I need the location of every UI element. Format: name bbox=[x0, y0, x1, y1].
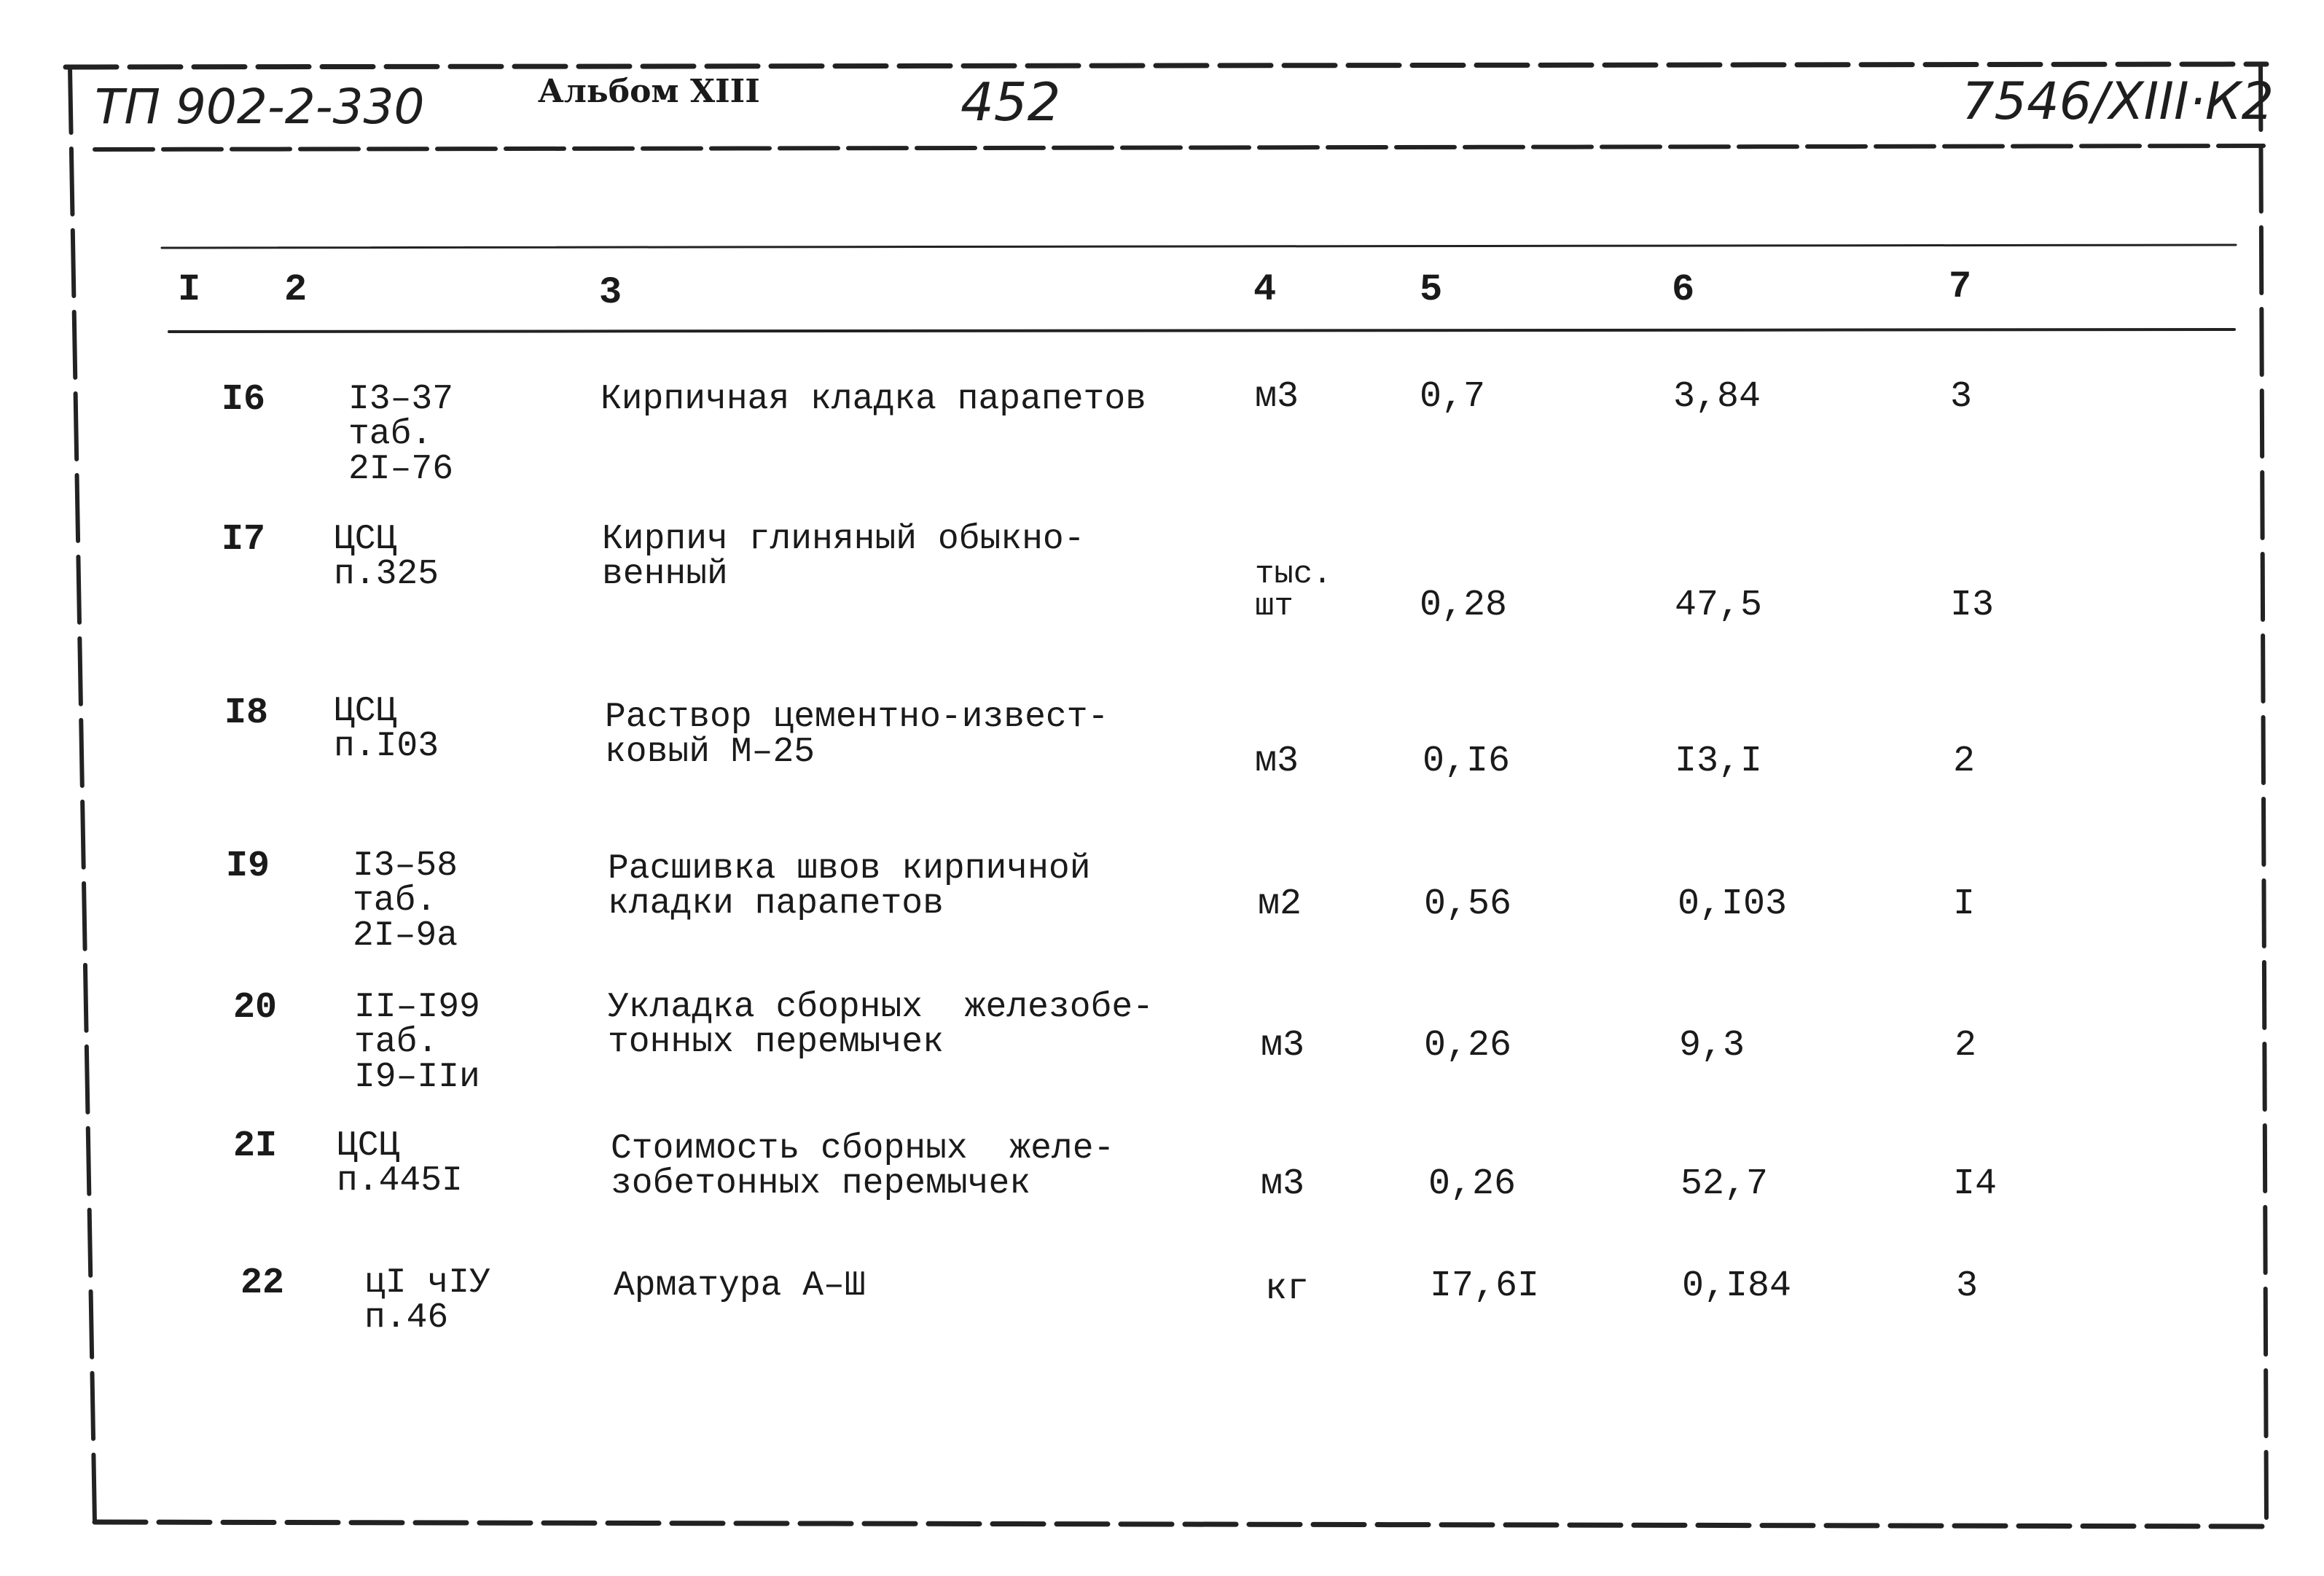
row-price: 3,84 bbox=[1673, 376, 1761, 418]
row-ref: II–I99 таб. I9–IIи bbox=[354, 988, 480, 1097]
row-qty: 0,28 bbox=[1420, 585, 1508, 626]
album-label: Альбом XIII bbox=[538, 73, 760, 110]
row-qty: I7,6I bbox=[1430, 1265, 1540, 1307]
col-header-3: 3 bbox=[599, 271, 622, 314]
row-price: 9,3 bbox=[1679, 1025, 1745, 1066]
row-number: 2I bbox=[233, 1126, 278, 1167]
row-ref: цI чIУ п.46 bbox=[364, 1263, 490, 1338]
row-price: 47,5 bbox=[1675, 585, 1763, 626]
row-ref: I3–37 таб. 2I–76 bbox=[348, 380, 454, 489]
col-header-5: 5 bbox=[1420, 268, 1443, 311]
row-total: 3 bbox=[1956, 1265, 1979, 1307]
row-price: 0,I84 bbox=[1682, 1265, 1792, 1307]
row-ref: ЦСЦ п.I03 bbox=[334, 692, 439, 766]
row-number: I9 bbox=[226, 846, 270, 887]
row-qty: 0,26 bbox=[1424, 1025, 1512, 1066]
row-description: Кирпичная кладка парапетов bbox=[600, 380, 1146, 419]
row-description: Раствор цементно-извест- ковый М–25 bbox=[605, 698, 1109, 772]
row-price: 0,I03 bbox=[1678, 883, 1788, 925]
row-unit: м2 bbox=[1258, 883, 1302, 925]
row-number: I7 bbox=[222, 519, 266, 561]
frame-top-border bbox=[66, 64, 2266, 67]
frame-bottom-border bbox=[95, 1522, 2266, 1526]
row-total: I bbox=[1953, 883, 1976, 925]
row-price: I3,I bbox=[1675, 741, 1763, 782]
row-total: I4 bbox=[1953, 1163, 1998, 1205]
row-unit: м3 bbox=[1261, 1163, 1305, 1205]
row-ref: I3–58 таб. 2I–9а bbox=[353, 846, 458, 956]
col-header-1: I bbox=[178, 268, 201, 311]
row-description: Арматура А–Ш bbox=[614, 1266, 866, 1306]
col-header-2: 2 bbox=[284, 268, 308, 311]
row-unit: м3 bbox=[1261, 1025, 1305, 1066]
row-description: Кирпич глиняный обыкно- венный bbox=[602, 520, 1085, 594]
row-number: 20 bbox=[233, 987, 278, 1029]
row-description: Стоимость сборных желе- зобетонных перемычек bbox=[611, 1129, 1115, 1204]
row-unit: кг bbox=[1265, 1268, 1310, 1310]
row-total: 2 bbox=[1953, 741, 1976, 782]
row-ref: ЦСЦ п.325 bbox=[334, 520, 439, 594]
row-description: Расшивка швов кирпичной кладки парапетов bbox=[608, 849, 1091, 924]
row-qty: 0,56 bbox=[1424, 883, 1512, 925]
row-number: 22 bbox=[240, 1263, 285, 1304]
row-price: 52,7 bbox=[1681, 1163, 1769, 1205]
row-number: I6 bbox=[222, 379, 266, 421]
table-top-rule bbox=[162, 245, 2236, 248]
row-total: I3 bbox=[1950, 585, 1995, 626]
row-number: I8 bbox=[224, 693, 269, 734]
row-total: 3 bbox=[1950, 376, 1973, 418]
row-qty: 0,7 bbox=[1420, 376, 1486, 418]
col-header-6: 6 bbox=[1672, 268, 1695, 311]
row-unit: м3 bbox=[1255, 376, 1299, 418]
page-number: 452 bbox=[960, 71, 1061, 133]
header-underline bbox=[95, 146, 2264, 149]
archive-code: 7546/XIII·К2 bbox=[1962, 71, 2274, 131]
row-total: 2 bbox=[1955, 1025, 1977, 1066]
doc-code: ТП 902-2-330 bbox=[95, 79, 425, 135]
table-header-rule bbox=[169, 329, 2234, 332]
frame-right-border bbox=[2261, 64, 2266, 1524]
col-header-7: 7 bbox=[1949, 265, 1972, 308]
col-header-4: 4 bbox=[1253, 268, 1277, 311]
row-unit: тыс. шт bbox=[1255, 556, 1332, 625]
row-ref: ЦСЦ п.445I bbox=[337, 1126, 463, 1201]
frame-left-border bbox=[70, 67, 95, 1524]
row-qty: 0,I6 bbox=[1423, 741, 1511, 782]
row-unit: м3 bbox=[1255, 741, 1299, 782]
row-qty: 0,26 bbox=[1428, 1163, 1517, 1205]
row-description: Укладка сборных железобе- тонных перемычек bbox=[608, 988, 1154, 1062]
